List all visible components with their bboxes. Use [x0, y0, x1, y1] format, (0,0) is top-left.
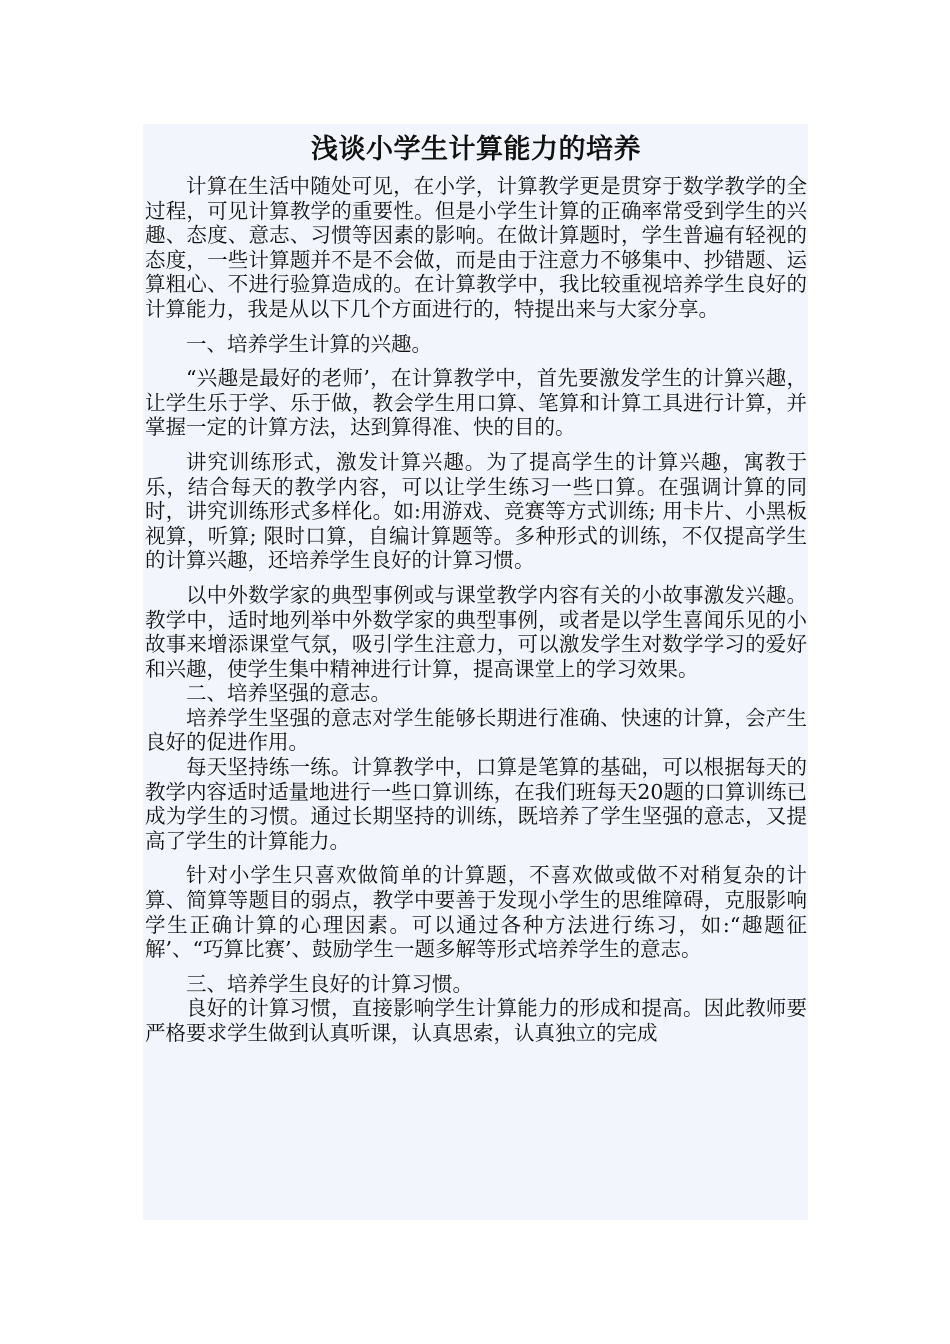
paragraph-daily-practice: 每天坚持练一练。计算教学中，口算是笔算的基础，可以根据每天的教学内容适时适量地进行一些口算训练，在我们班每天20题的口算训练已成为学生的习惯。通过长期坚持的训练，既培养了学生坚强的意志，又提高了学生的计算能力。 — [145, 755, 807, 853]
paragraph-training-form: 讲究训练形式，激发计算兴趣。为了提高学生的计算兴趣，寓教于乐，结合每天的教学内容，可以让学生练习一些口算。在强调计算的同时，讲究训练形式多样化。如:用游戏、竞赛等方式训练; 用卡片、小黑板视算，听算; 限时口算，自编计算题等。多种形式的训练，不仅提高学生的计算兴趣，还培养学生良好的计算习惯。 — [145, 449, 807, 573]
paragraph-intro: 计算在生活中随处可见，在小学，计算教学更是贯穿于数学教学的全过程，可见计算教学的重要性。但是小学生计算的正确率常受到学生的兴趣、态度、意志、习惯等因素的影响。在做计算题时，学生普遍有轻视的态度，一些计算题并不是不会做，而是由于注意力不够集中、抄错题、运算粗心、不进行验算造成的。在计算教学中，我比较重视培养学生良好的计算能力，我是从以下几个方面进行的，特提出来与大家分享。 — [145, 174, 807, 321]
document-title: 浅谈小学生计算能力的培养 — [311, 134, 641, 165]
paragraph-mathematician-stories: 以中外数学家的典型事例或与课堂教学内容有关的小故事激发兴趣。教学中，适时地列举中外数学家的典型事例，或者是以学生喜闻乐见的小故事来增添课堂气氛，吸引学生注意力，可以激发学生对数学学习的爱好和兴趣，使学生集中精神进行计算，提高课堂上的学习效果。 — [145, 582, 807, 681]
section-heading-1: 一、培养学生计算的兴趣。 — [186, 331, 432, 356]
section-heading-3: 三、培养学生良好的计算习惯。 — [186, 971, 473, 996]
document-body — [145, 128, 807, 1046]
paragraph-difficulty: 针对小学生只喜欢做简单的计算题，不喜欢做或做不对稍复杂的计算、简算等题目的弱点，教学中要善于发现小学生的思维障碍，克服影响学生正确计算的心理因素。可以通过各种方法进行练习，如:“趣题征解’、“巧算比赛’、鼓励学生一题多解等形式培养学生的意志。 — [145, 863, 807, 962]
section-heading-2: 二、培养坚强的意志。 — [186, 681, 391, 706]
paragraph-interest-quote: “兴趣是最好的老师’，在计算教学中，首先要激发学生的计算兴趣，让学生乐于学、乐于做，教会学生用口算、笔算和计算工具进行计算，并掌握一定的计算方法，达到算得准、快的目的。 — [145, 366, 807, 440]
paragraph-habits: 良好的计算习惯，直接影响学生计算能力的形成和提高。因此教师要严格要求学生做到认真听课，认真思索，认真独立的完成 — [145, 996, 807, 1045]
paragraph-will: 培养学生坚强的意志对学生能够长期进行准确、快速的计算，会产生良好的促进作用。 — [145, 705, 807, 755]
